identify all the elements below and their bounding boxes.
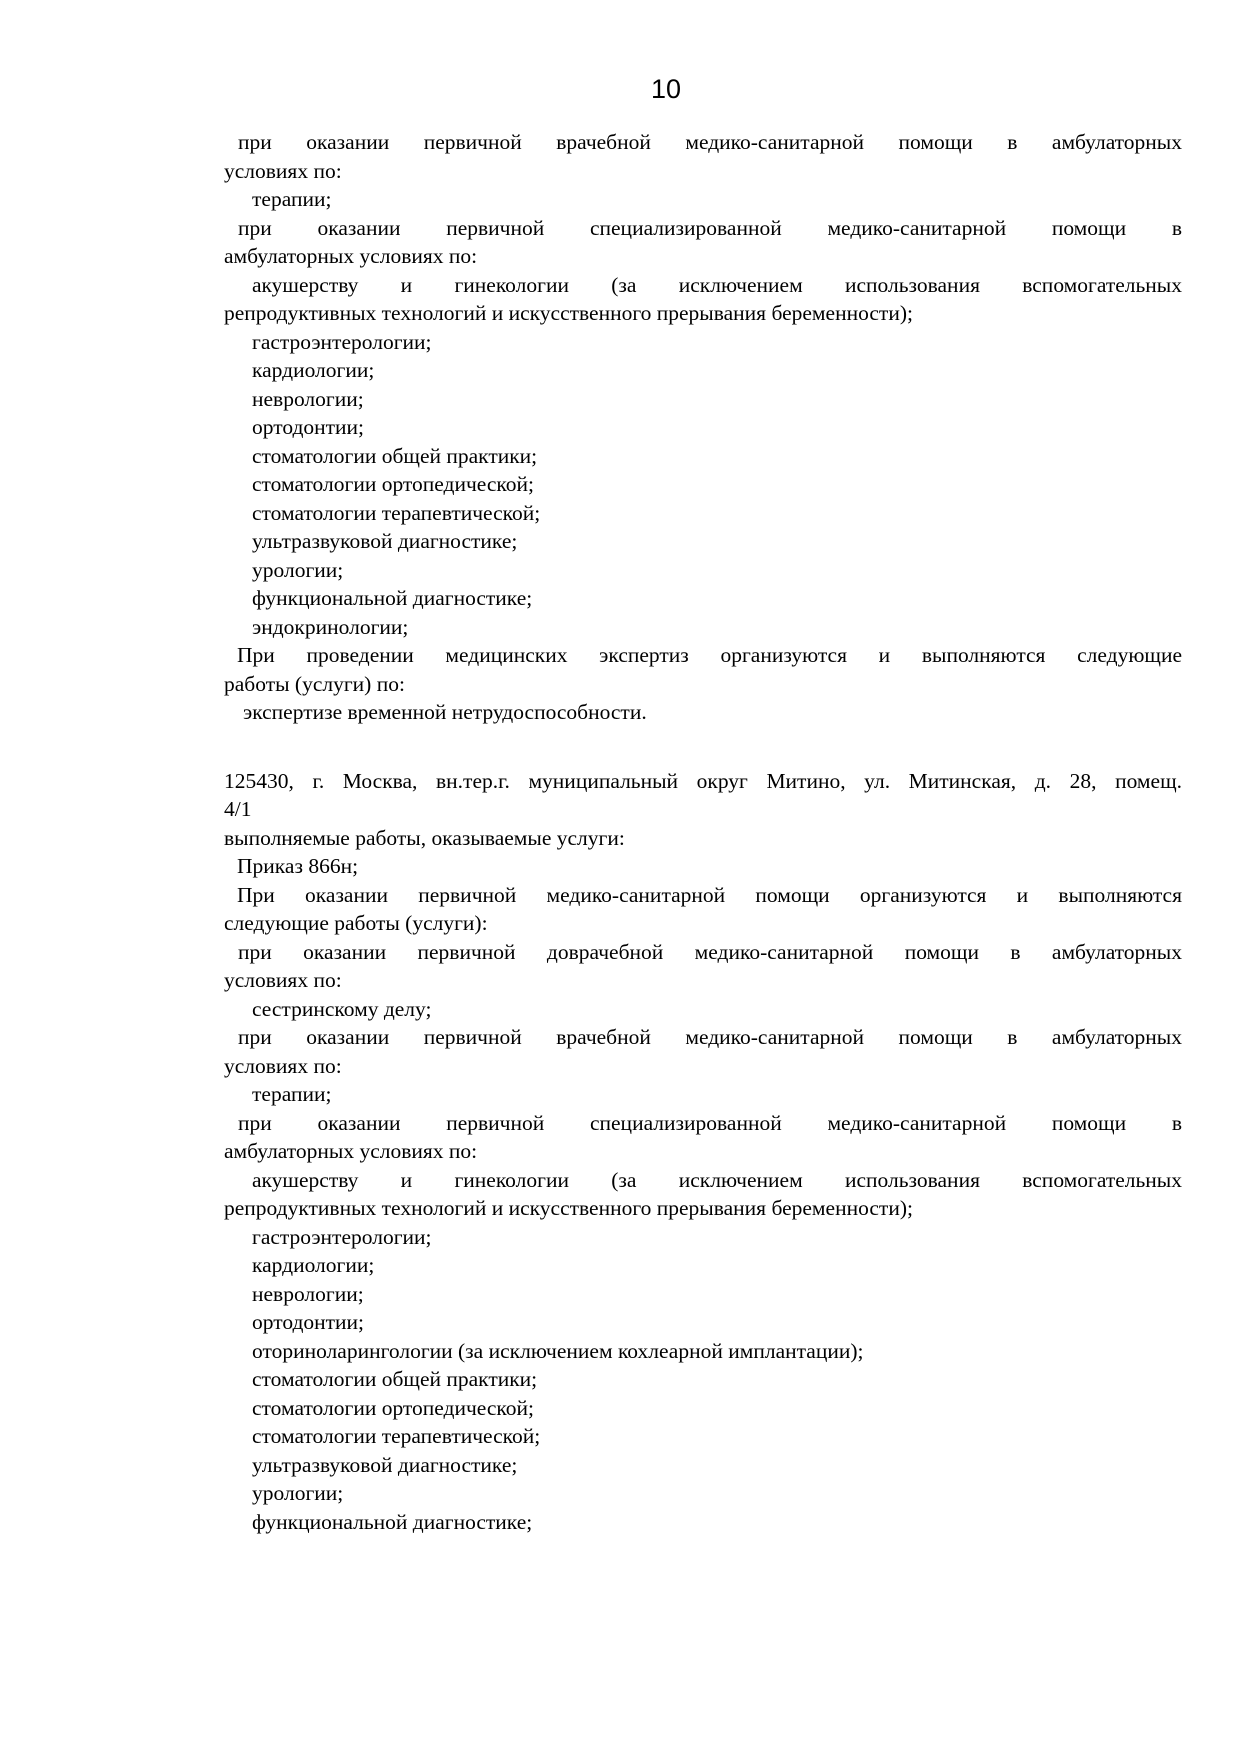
text-line: ультразвуковой диагностике;	[252, 1452, 518, 1477]
text-line: гастроэнтерологии;	[252, 1224, 432, 1249]
text-line: репродуктивных технологий и искусственного прерывания беременности);	[224, 301, 913, 325]
paragraph	[224, 1365, 1182, 1394]
paragraph	[224, 1080, 1182, 1109]
paragraph	[224, 556, 1182, 585]
text-line: стоматологии терапевтической;	[252, 500, 541, 525]
paragraph	[224, 1251, 1182, 1280]
text-line: терапии;	[252, 1082, 332, 1106]
text-line: экспертизе временной нетрудоспособности.	[243, 700, 647, 724]
text-line: стоматологии терапевтической;	[252, 1424, 541, 1448]
text-line: неврологии;	[252, 1281, 364, 1306]
paragraph	[224, 214, 1182, 271]
text-line: амбулаторных условиях по:	[224, 244, 478, 268]
text-line: при оказании первичной врачебной медико-санитарной помощи в амбулаторных	[238, 130, 1182, 154]
section-2	[224, 767, 1182, 1537]
paragraph	[224, 185, 1182, 214]
paragraph	[224, 1479, 1182, 1508]
paragraph	[224, 1223, 1182, 1252]
paragraph	[224, 527, 1182, 556]
text-line: при оказании первичной специализированной медико-санитарной помощи в	[238, 1110, 1182, 1135]
text-line: стоматологии ортопедической;	[252, 472, 535, 496]
document-body	[224, 128, 1182, 1536]
text-line: ортодонтии;	[252, 1310, 365, 1334]
paragraph	[224, 584, 1182, 613]
paragraph	[224, 1166, 1182, 1223]
paragraph	[224, 413, 1182, 442]
paragraph	[224, 698, 1182, 727]
text-line: кардиологии;	[252, 1253, 375, 1277]
paragraph	[224, 470, 1182, 499]
text-line: ортодонтии;	[252, 415, 365, 439]
paragraph	[224, 1308, 1182, 1337]
paragraph	[224, 271, 1182, 328]
text-line: 125430, г. Москва, вн.тер.г. муниципальный округ Митино, ул. Митинская, д. 28, помещ.	[224, 768, 1182, 793]
text-line: сестринскому делу;	[252, 996, 432, 1021]
text-line: При оказании первичной медико-санитарной помощи организуются и выполняются	[237, 882, 1182, 907]
paragraph	[224, 1280, 1182, 1309]
text-line: условиях по:	[224, 158, 342, 183]
page-number: 10	[651, 74, 682, 104]
paragraph	[224, 1451, 1182, 1480]
text-line: 4/1	[224, 797, 252, 821]
paragraph	[224, 499, 1182, 528]
paragraph	[224, 881, 1182, 938]
text-line: урологии;	[252, 1481, 344, 1505]
paragraph	[224, 641, 1182, 698]
text-line: терапии;	[252, 187, 332, 211]
paragraph	[224, 385, 1182, 414]
text-line: стоматологии общей практики;	[252, 443, 538, 468]
paragraph	[224, 442, 1182, 471]
paragraph	[224, 1508, 1182, 1537]
text-line: при оказании первичной врачебной медико-санитарной помощи в амбулаторных	[238, 1025, 1182, 1049]
text-line: ультразвуковой диагностике;	[252, 529, 518, 553]
text-line: кардиологии;	[252, 358, 375, 382]
text-line: амбулаторных условиях по:	[224, 1139, 478, 1163]
paragraph	[224, 824, 1182, 853]
text-line: оториноларингологии (за исключением кохлеарной имплантации);	[252, 1338, 864, 1363]
text-line: акушерству и гинекологии (за исключением использования вспомогательных	[252, 272, 1182, 297]
text-line: при оказании первичной доврачебной медико-санитарной помощи в амбулаторных	[238, 939, 1182, 964]
paragraph	[224, 1109, 1182, 1166]
section-1	[224, 128, 1182, 727]
text-line: Приказ 866н;	[237, 854, 359, 878]
text-line: стоматологии общей практики;	[252, 1367, 538, 1391]
text-line: выполняемые работы, оказываемые услуги:	[224, 825, 625, 850]
text-line: условиях по:	[224, 1053, 342, 1078]
text-line: репродуктивных технологий и искусственного прерывания беременности);	[224, 1196, 913, 1220]
text-line: функциональной диагностике;	[252, 1509, 533, 1534]
paragraph	[224, 328, 1182, 357]
text-line: условиях по:	[224, 968, 342, 992]
text-line: стоматологии ортопедической;	[252, 1395, 535, 1420]
text-line: работы (услуги) по:	[224, 671, 405, 696]
paragraph	[224, 356, 1182, 385]
paragraph	[224, 995, 1182, 1024]
text-line: урологии;	[252, 557, 344, 582]
text-line: гастроэнтерологии;	[252, 329, 432, 354]
text-line: акушерству и гинекологии (за исключением использования вспомогательных	[252, 1167, 1182, 1192]
paragraph	[224, 1337, 1182, 1366]
paragraph	[224, 852, 1182, 881]
paragraph	[224, 1422, 1182, 1451]
paragraph	[224, 938, 1182, 995]
paragraph	[224, 767, 1182, 824]
text-line: При проведении медицинских экспертиз организуются и выполняются следующие	[237, 643, 1182, 667]
text-line: функциональной диагностике;	[252, 586, 533, 610]
paragraph	[224, 1394, 1182, 1423]
text-line: эндокринологии;	[252, 614, 409, 639]
text-line: следующие работы (услуги):	[224, 911, 488, 935]
text-line: при оказании первичной специализированной медико-санитарной помощи в	[238, 215, 1182, 240]
paragraph	[224, 128, 1182, 185]
paragraph	[224, 613, 1182, 642]
text-line: неврологии;	[252, 386, 364, 411]
paragraph	[224, 1023, 1182, 1080]
